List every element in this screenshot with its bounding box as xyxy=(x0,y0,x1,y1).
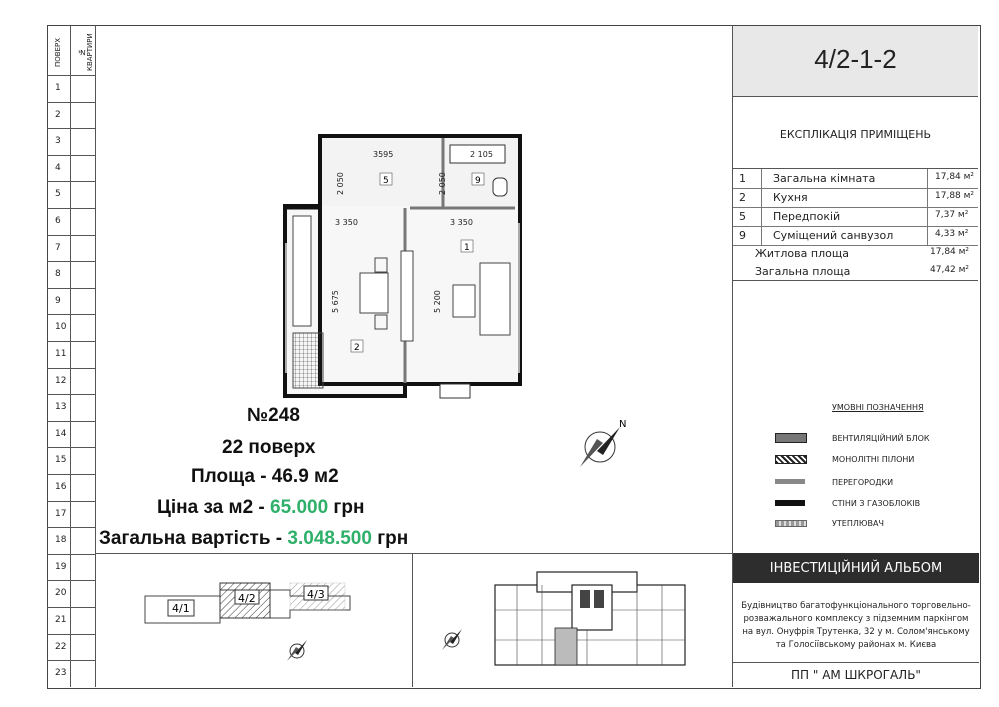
floor-plan xyxy=(275,133,535,403)
row-number: 15 xyxy=(55,455,67,466)
row-divider xyxy=(47,102,95,103)
row-divider xyxy=(47,474,95,475)
section-label-4-1: 4/1 xyxy=(172,602,190,615)
legend-item-walls: СТІНИ З ГАЗОБЛОКІВ xyxy=(832,499,921,508)
compass-small-icon xyxy=(285,637,311,663)
exp-room-area: 7,37 м² xyxy=(935,210,969,220)
row-divider xyxy=(47,368,95,369)
section-plan xyxy=(140,578,380,638)
row-divider xyxy=(47,341,95,342)
partition-swatch xyxy=(775,479,805,484)
row-number: 7 xyxy=(55,242,61,253)
exp-room-num: 1 xyxy=(739,172,746,185)
exp-total-label: Загальна площа xyxy=(755,265,851,278)
exp-room-name: Загальна кімната xyxy=(773,172,876,185)
section-label-4-2: 4/2 xyxy=(238,592,256,605)
insulation-swatch xyxy=(775,520,807,527)
vent-block-swatch xyxy=(775,433,807,443)
dim-hall-vert: 2 050 xyxy=(336,172,345,195)
exp-room-num: 2 xyxy=(739,191,746,204)
row-divider xyxy=(47,75,95,76)
legend-item-pylons: МОНОЛІТНІ ПІЛОНИ xyxy=(832,455,915,464)
exp-room-name: Передпокій xyxy=(773,210,841,223)
building-floor-plan xyxy=(487,570,697,670)
row-number: 23 xyxy=(55,668,67,679)
section-label-4-3: 4/3 xyxy=(307,588,325,601)
row-number: 19 xyxy=(55,561,67,572)
row-number: 14 xyxy=(55,428,67,439)
area-text: Площа - 46.9 м2 xyxy=(191,466,339,487)
compass-icon xyxy=(575,415,635,475)
row-number: 8 xyxy=(55,269,61,280)
compass-building-icon xyxy=(440,626,466,652)
row-divider xyxy=(47,554,95,555)
exp-living-row xyxy=(733,244,978,263)
row-divider xyxy=(47,261,95,262)
dim-kitchen-width: 3 350 xyxy=(335,218,358,227)
album-description-line: розважального комплексу з підземним паркінгом xyxy=(743,614,969,624)
exp-total-area: 47,42 м² xyxy=(930,265,970,275)
company-line xyxy=(733,662,979,663)
apartment-code: 4/2-1-2 xyxy=(814,44,897,74)
price-value: 65.000 xyxy=(270,497,329,518)
row-divider xyxy=(47,288,95,289)
compass-letter: N xyxy=(619,419,627,430)
total-cost xyxy=(99,528,408,550)
row-divider xyxy=(47,447,95,448)
exp-room-num: 5 xyxy=(739,210,746,223)
row-number: 10 xyxy=(55,322,67,333)
row-number: 3 xyxy=(55,136,61,147)
exp-room-num: 9 xyxy=(739,229,746,242)
floor-text: 22 поверх xyxy=(222,437,316,458)
album-description-line: та Голосіївському районах м. Києва xyxy=(775,640,937,650)
pylon-swatch xyxy=(775,455,807,464)
dim-room-width: 3 350 xyxy=(450,218,473,227)
dim-top-right: 2 105 xyxy=(470,150,493,159)
col-divider-1 xyxy=(70,25,71,687)
row-number: 4 xyxy=(55,162,61,173)
exp-total-row xyxy=(733,262,978,281)
row-number: 11 xyxy=(55,349,67,359)
exp-room-name: Суміщений санвузол xyxy=(773,229,894,242)
row-number: 22 xyxy=(55,641,67,652)
exp-room-row xyxy=(733,188,978,208)
right-panel-divider xyxy=(732,25,733,687)
room-label-1: 1 xyxy=(464,243,470,253)
row-number: 2 xyxy=(55,109,61,120)
row-divider xyxy=(47,607,95,608)
bottom-section-divider xyxy=(95,553,732,554)
col-divider-2 xyxy=(95,25,96,687)
price-label: Ціна за м2 - xyxy=(157,497,271,518)
album-title: ІНВЕСТИЦІЙНИЙ АЛЬБОМ xyxy=(769,561,943,576)
row-divider xyxy=(47,660,95,661)
row-number: 13 xyxy=(55,402,67,413)
price-unit: грн xyxy=(328,497,365,518)
row-divider xyxy=(47,128,95,129)
room-label-2: 2 xyxy=(354,343,360,353)
row-divider xyxy=(47,421,95,422)
row-number: 6 xyxy=(55,216,61,226)
row-number: 9 xyxy=(55,295,61,306)
row-number: 5 xyxy=(55,189,61,200)
total-value: 3.048.500 xyxy=(287,528,372,549)
exp-living-label: Житлова площа xyxy=(755,247,849,260)
row-divider xyxy=(47,501,95,502)
dim-kitchen-length: 5 675 xyxy=(331,290,340,313)
apartment-number: №248 xyxy=(247,405,300,426)
exp-line-bottom xyxy=(733,280,978,281)
exp-room-area: 4,33 м² xyxy=(935,229,969,239)
legend-item-insulation: УТЕПЛЮВАЧ xyxy=(832,519,884,528)
row-divider xyxy=(47,181,95,182)
album-description-line: Будівництво багатофункціонального торговельно- xyxy=(741,601,971,611)
total-unit: грн xyxy=(371,528,409,549)
price-per-m2 xyxy=(157,497,364,519)
exp-room-row xyxy=(733,207,978,227)
exp-room-area: 17,88 м² xyxy=(935,191,975,201)
row-number: 17 xyxy=(55,508,67,519)
row-divider xyxy=(47,235,95,236)
legend-item-partitions: ПЕРЕГОРОДКИ xyxy=(832,478,894,487)
row-number: 1 xyxy=(55,83,61,93)
explication-title: ЕКСПЛІКАЦІЯ ПРИМІЩЕНЬ xyxy=(779,128,932,141)
gasblock-wall-swatch xyxy=(775,500,805,506)
row-number: 20 xyxy=(55,588,67,599)
row-divider xyxy=(47,314,95,315)
row-divider xyxy=(47,580,95,581)
album-description-line: на вул. Онуфрія Трутенка, 32 у м. Солом'янському xyxy=(742,627,970,637)
row-number: 16 xyxy=(55,482,67,492)
row-number: 18 xyxy=(55,535,67,546)
col-header-floor: ПОВЕРХ xyxy=(54,37,62,67)
exp-room-row xyxy=(733,169,978,189)
col-header-apt: № КВАРТИРИ xyxy=(78,33,94,71)
row-divider xyxy=(47,155,95,156)
dim-bath-vert: 2 050 xyxy=(438,172,447,195)
highlighted-apartment xyxy=(555,628,577,665)
exp-room-row xyxy=(733,226,978,246)
dim-top-left: 3595 xyxy=(373,150,394,159)
row-divider xyxy=(47,527,95,528)
row-divider xyxy=(47,634,95,635)
exp-room-area: 17,84 м² xyxy=(935,172,975,182)
exp-living-area: 17,84 м² xyxy=(930,247,970,257)
row-number: 21 xyxy=(55,615,67,625)
row-divider xyxy=(47,208,95,209)
legend-title: УМОВНІ ПОЗНАЧЕННЯ xyxy=(832,403,924,412)
row-number: 12 xyxy=(55,375,67,386)
room-label-5: 5 xyxy=(383,176,389,186)
company-name: ПП " АМ ШКРОГАЛЬ" xyxy=(791,668,921,682)
row-divider xyxy=(47,394,95,395)
legend-item-vent: ВЕНТИЛЯЦІЙНИЙ БЛОК xyxy=(832,434,930,443)
room-label-9: 9 xyxy=(475,176,481,186)
dim-room-length: 5 200 xyxy=(433,290,442,313)
total-label: Загальна вартість - xyxy=(99,528,288,549)
exp-room-name: Кухня xyxy=(773,191,808,204)
bottom-section-split xyxy=(412,553,413,687)
